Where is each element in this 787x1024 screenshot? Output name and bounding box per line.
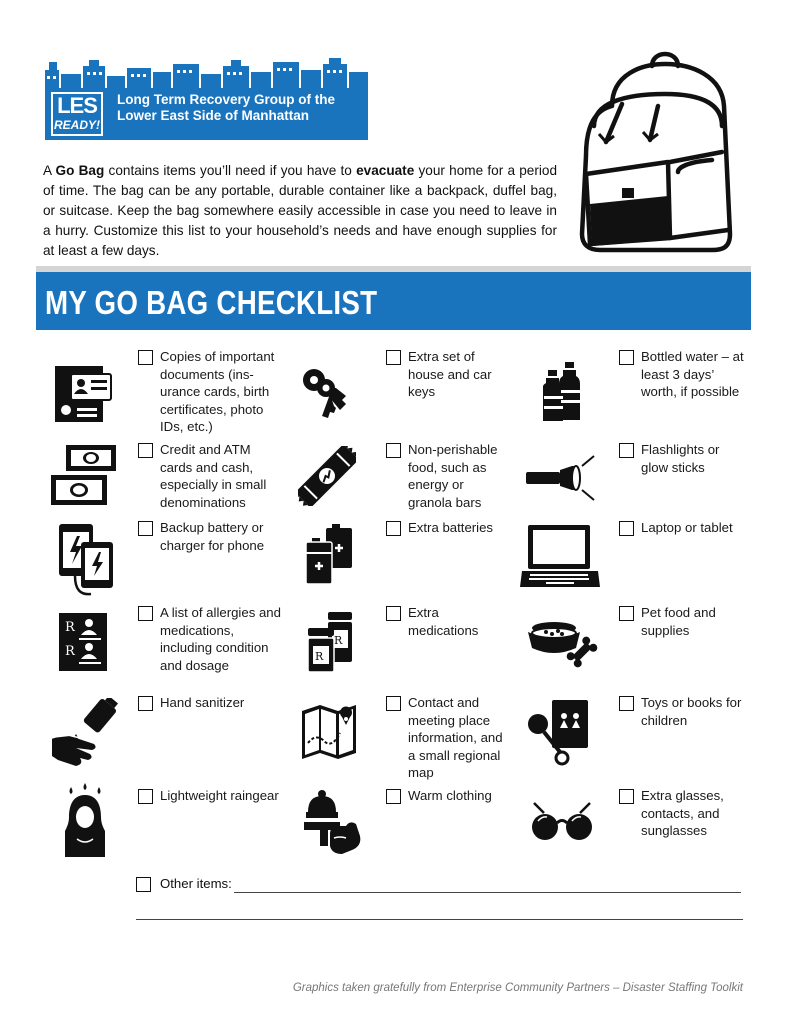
other-items-input-line[interactable] [234,892,741,893]
item-label-laptop: Laptop or tablet [641,520,733,535]
item-label-documents: Copies of important documents (ins-urance cards, birth certificates, photo IDs, etc.) [160,349,275,434]
item-label-cash: Credit and ATM cards and cash, especially in small denominations [160,442,267,510]
les-ready-badge [51,92,103,136]
checkbox-raingear[interactable] [138,789,153,804]
glasses-icon [530,797,594,843]
intro-paragraph [43,161,557,261]
checkbox-food[interactable] [386,443,401,458]
checklist-banner [36,272,751,330]
checkbox-documents[interactable] [138,350,153,365]
checkbox-batteries[interactable] [386,521,401,536]
batteries-icon [302,522,356,586]
checkbox-laptop[interactable] [619,521,634,536]
item-label-allergies: A list of allergies and medications, including condition and dosage [160,605,281,673]
checkbox-clothing[interactable] [386,789,401,804]
item-label-glasses: Extra glasses, contacts, and sunglasses [641,788,724,838]
item-label-water: Bottled water – at least 3 days’ worth, if possible [641,349,744,399]
svg-text:R: R [65,644,75,659]
prescription-list-icon [57,611,109,673]
item-label-toys: Toys or books for children [641,695,742,728]
item-label-charger: Backup battery or charger for phone [160,520,265,553]
svg-text:R: R [65,620,75,635]
checkbox-sanitizer[interactable] [138,696,153,711]
checkbox-glasses[interactable] [619,789,634,804]
cash-icon [48,443,120,507]
checkbox-charger[interactable] [138,521,153,536]
item-label-flashlight: Flashlights or glow sticks [641,442,720,475]
intro-text-1: A [43,163,56,178]
checkbox-petfood[interactable] [619,606,634,621]
backpack-icon [572,44,740,256]
keys-icon [300,366,356,420]
item-label-food: Non-perishable food, such as energy or granola bars [408,442,498,510]
item-label-raingear: Lightweight raingear [160,788,279,803]
graphics-credit: Graphics taken gratefully from Enterprise Community Partners – Disaster Staffing Toolkit [292,982,743,994]
other-items-input-line-2[interactable] [136,919,743,920]
intro-bold-go-bag: Go Bag [55,163,105,178]
ready-text: READY! [53,118,100,132]
item-label-keys: Extra set of house and car keys [408,349,492,399]
map-icon [300,703,358,761]
checkbox-water[interactable] [619,350,634,365]
intro-text-2: contains items you’ll need if you have to [104,163,357,178]
pet-food-bowl-icon [526,614,600,668]
checkbox-cash[interactable] [138,443,153,458]
logo-line-2: Lower East Side of Manhattan [117,108,310,123]
medication-bottles-icon [306,610,354,674]
toys-books-icon [526,698,592,768]
svg-text:R: R [315,650,324,663]
item-label-clothing: Warm clothing [408,788,492,803]
other-items-label: Other items: [160,876,232,891]
bottled-water-icon [543,362,583,422]
checkbox-contact[interactable] [386,696,401,711]
item-label-sanitizer: Hand sanitizer [160,695,245,710]
svg-text:R: R [334,634,343,647]
granola-bar-icon [298,446,356,506]
warm-clothing-icon [300,790,362,860]
checkbox-medications[interactable] [386,606,401,621]
checkbox-flashlight[interactable] [619,443,634,458]
intro-bold-evacuate: evacuate [356,163,415,178]
laptop-icon [520,523,600,589]
hand-sanitizer-icon [50,698,120,768]
les-ready-logo [45,52,368,140]
les-text: LES [57,93,97,118]
checkbox-other[interactable] [136,877,151,892]
item-label-contact: Contact and meeting place information, and a small regional map [408,695,503,780]
other-items-row[interactable] [136,877,741,897]
intro-text-3: your home for a period of time. The bag can be any portable, durable container like a backpack, duffel bag, or suitcase. Keep the bag somewhere easily accessible in case you need to leave in a hurry. Customize this list to your household’s needs and have enough supplies for at least a few days. [43,163,557,258]
flashlight-icon [526,454,596,502]
checkbox-keys[interactable] [386,350,401,365]
id-documents-icon [53,364,115,424]
raingear-icon [63,783,107,859]
checkbox-allergies[interactable] [138,606,153,621]
phone-charger-icon [57,522,115,598]
checkbox-toys[interactable] [619,696,634,711]
logo-org-name [117,92,335,124]
item-label-medications: Extra medications [408,605,479,638]
item-label-batteries: Extra batteries [408,520,494,535]
checklist-title: MY GO BAG CHECKLIST [45,284,378,321]
skyline-graphic [45,52,368,90]
logo-line-1: Long Term Recovery Group of the [117,92,336,107]
item-label-petfood: Pet food and supplies [641,605,716,638]
